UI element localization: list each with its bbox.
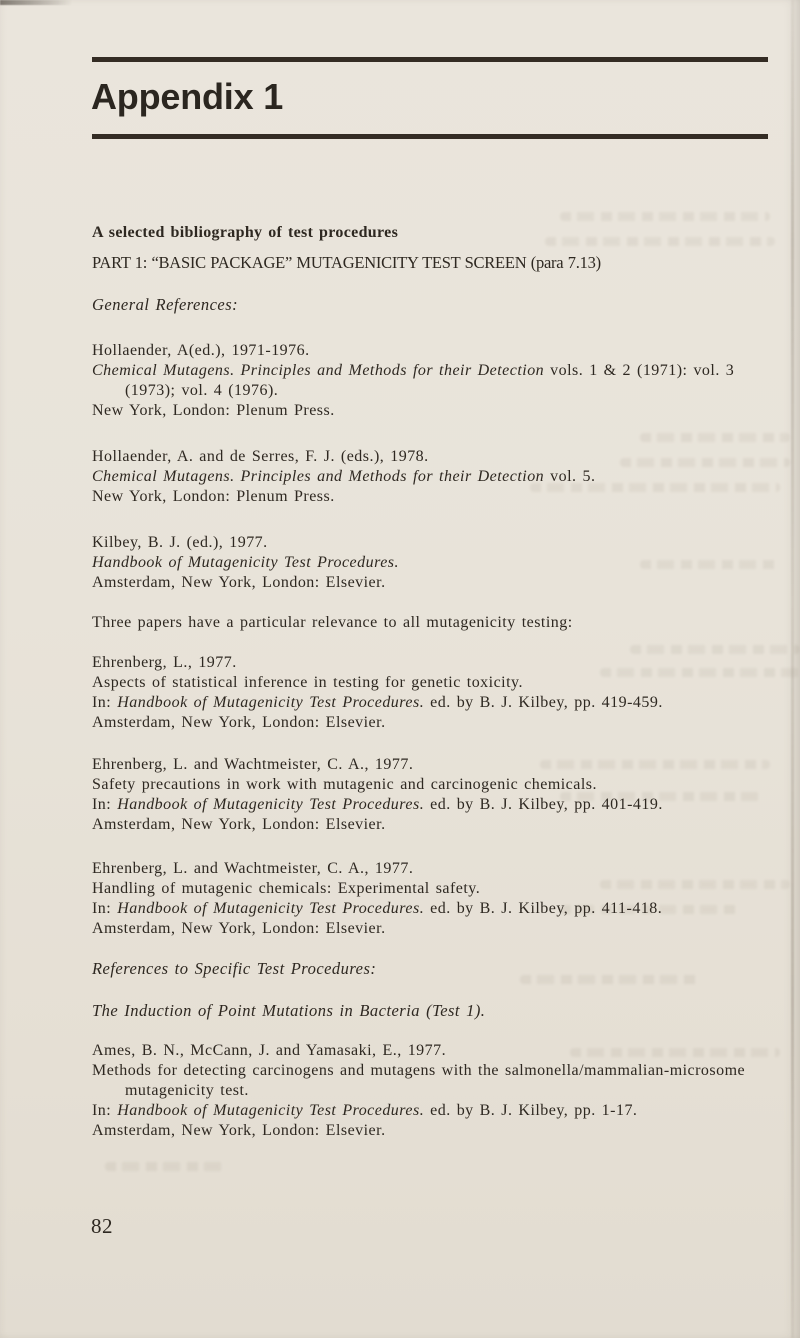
italic-subheading: The Induction of Point Mutations in Bacteria (Test 1). (92, 1001, 486, 1020)
text-segment: Ames, B. N., McCann, J. and Yamasaki, E., 1977. (92, 1042, 447, 1059)
text-segment: In: (92, 796, 118, 813)
italic-title-segment: Handbook of Mutagenicity Test Procedures. (117, 900, 425, 917)
reference-line (92, 401, 792, 421)
reference-line (92, 1121, 792, 1141)
reference-entry (92, 533, 792, 593)
page-title: Appendix 1 (91, 76, 284, 117)
text-segment: New York, London: Plenum Press. (92, 488, 335, 505)
text-segment: Hollaender, A. and de Serres, F. J. (eds.), 1978. (92, 448, 429, 465)
text-segment: Handling of mutagenic chemicals: Experimental safety. (92, 880, 481, 897)
reference-entry (92, 1041, 792, 1141)
header-rule-top (92, 57, 768, 62)
reference-line (92, 879, 792, 899)
reference-line (92, 1081, 792, 1101)
text-segment: ed. by B. J. Kilbey, pp. 1-17. (424, 1102, 638, 1119)
reference-line (92, 815, 792, 835)
reference-line (92, 533, 792, 553)
text-segment: vols. 1 & 2 (1971): vol. 3 (544, 362, 735, 379)
general-references-heading: General References: (92, 295, 239, 314)
text-segment: New York, London: Plenum Press. (92, 402, 335, 419)
text-segment: Methods for detecting carcinogens and mutagens with the salmonella/mammalian-microsome (92, 1062, 746, 1079)
reference-line (92, 673, 792, 693)
reference-entry (92, 653, 792, 733)
reference-line (92, 775, 792, 795)
italic-title-segment: Handbook of Mutagenicity Test Procedures. (92, 554, 399, 571)
part-heading: PART 1: “BASIC PACKAGE” MUTAGENICITY TEST SCREEN (para 7.13) (92, 253, 601, 272)
page-number: 82 (91, 1214, 113, 1238)
italic-title-segment: Chemical Mutagens. Principles and Methods for their Detection (92, 362, 545, 379)
paragraph: Three papers have a particular relevance to all mutagenicity testing: (92, 614, 573, 631)
reference-line (92, 381, 792, 401)
italic-title-segment: Handbook of Mutagenicity Test Procedures. (117, 796, 425, 813)
reference-line (92, 361, 792, 381)
italic-title-segment: Handbook of Mutagenicity Test Procedures. (117, 1102, 425, 1119)
text-segment: In: (92, 900, 118, 917)
reference-line (92, 1101, 792, 1121)
text-segment: In: (92, 1102, 118, 1119)
text-segment: Amsterdam, New York, London: Elsevier. (92, 1122, 386, 1139)
reference-line (92, 1061, 792, 1081)
reference-line (92, 487, 792, 507)
italic-title-segment: Chemical Mutagens. Principles and Methods for their Detection (92, 468, 545, 485)
reference-line (92, 447, 792, 467)
reference-entry (92, 341, 792, 421)
reference-line (92, 899, 792, 919)
reference-line (92, 919, 792, 939)
reference-list (92, 341, 792, 1141)
text-segment: Ehrenberg, L., 1977. (92, 654, 237, 671)
reference-line (92, 795, 792, 815)
text-segment: Ehrenberg, L. and Wachtmeister, C. A., 1977. (92, 756, 414, 773)
text-segment: Safety precautions in work with mutagenic and carcinogenic chemicals. (92, 776, 597, 793)
text-segment: mutagenicity test. (125, 1082, 249, 1099)
text-segment: (1973); vol. 4 (1976). (125, 382, 279, 399)
text-segment: Amsterdam, New York, London: Elsevier. (92, 714, 386, 731)
text-segment: In: (92, 694, 118, 711)
reference-line (92, 859, 792, 879)
reference-line (92, 1041, 792, 1061)
text-segment: ed. by B. J. Kilbey, pp. 411-418. (424, 900, 663, 917)
reference-line (92, 573, 792, 593)
reference-line (92, 467, 792, 487)
text-segment: Amsterdam, New York, London: Elsevier. (92, 920, 386, 937)
reference-line (92, 713, 792, 733)
text-segment: vol. 5. (544, 468, 596, 485)
italic-subheading: References to Specific Test Procedures: (92, 959, 377, 978)
text-segment: Amsterdam, New York, London: Elsevier. (92, 574, 386, 591)
text-segment: Aspects of statistical inference in testing for genetic toxicity. (92, 674, 523, 691)
reference-line (92, 553, 792, 573)
text-segment: Amsterdam, New York, London: Elsevier. (92, 816, 386, 833)
reference-line (92, 653, 792, 673)
text-segment: ed. by B. J. Kilbey, pp. 419-459. (424, 694, 663, 711)
header-rule-bottom (92, 134, 768, 139)
reference-entry (92, 447, 792, 507)
italic-title-segment: Handbook of Mutagenicity Test Procedures. (117, 694, 425, 711)
page-edge-smudge (0, 0, 72, 5)
showthrough-mark (560, 212, 770, 221)
text-segment: ed. by B. J. Kilbey, pp. 401-419. (424, 796, 663, 813)
reference-line (92, 755, 792, 775)
reference-line (92, 693, 792, 713)
reference-line (92, 341, 792, 361)
text-segment: Hollaender, A(ed.), 1971-1976. (92, 342, 310, 359)
body-column (92, 223, 792, 1141)
text-segment: Ehrenberg, L. and Wachtmeister, C. A., 1977. (92, 860, 414, 877)
reference-entry (92, 859, 792, 939)
reference-entry (92, 755, 792, 835)
section-heading: A selected bibliography of test procedures (92, 224, 399, 241)
showthrough-mark (105, 1162, 225, 1171)
text-segment: Kilbey, B. J. (ed.), 1977. (92, 534, 268, 551)
